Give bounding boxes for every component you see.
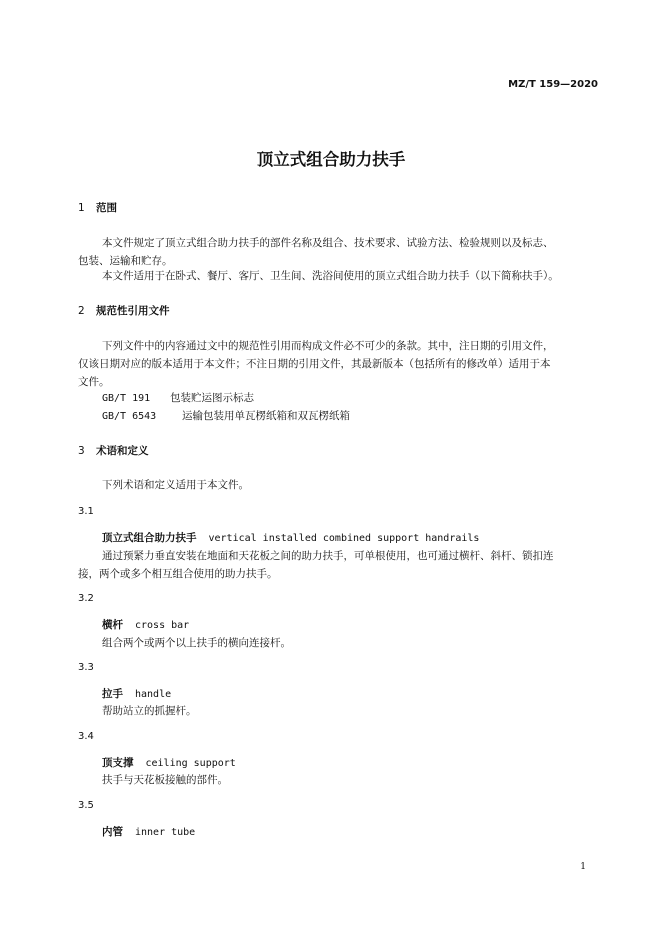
document-title: 顶立式组合助力扶手: [256, 150, 406, 169]
normative-line2: 仅该日期对应的版本适用于本文件；不注日期的引用文件，其最新版本（包括所有的修改单）适用于本: [78, 358, 551, 370]
term-english: handle: [135, 689, 172, 700]
term-english: inner tube: [135, 827, 196, 838]
definition-line1: 通过预紧力垂直安装在地面和天花板之间的助力扶手，可单根使用，也可通过横杆、斜杆、锁扣连: [102, 550, 554, 562]
section-1-title: 范围: [96, 202, 117, 214]
section-3-heading: [78, 443, 149, 458]
term-definition: [78, 547, 606, 583]
scope-paragraph-1: [78, 234, 606, 270]
section-2-title: 规范性引用文件: [96, 305, 170, 317]
page-number: 1: [580, 862, 586, 872]
section-1-number: 1: [78, 202, 85, 214]
scope-paragraph-2: 本文件适用于在卧式、餐厅、客厅、卫生间、洗浴间使用的顶立式组合助力扶手（以下简称扶手）。: [102, 270, 559, 282]
reference-item: [102, 408, 350, 423]
term-entry: [102, 686, 171, 701]
term-chinese: 顶立式组合助力扶手: [102, 532, 197, 544]
term-definition: 组合两个或两个以上扶手的横向连接杆。: [102, 637, 291, 649]
definition-line2: 接，两个或多个相互组合使用的助力扶手。: [78, 568, 278, 580]
term-chinese: 顶支撑: [102, 757, 134, 769]
section-3-title: 术语和定义: [96, 445, 149, 457]
term-entry: [102, 824, 195, 839]
term-entry: [102, 617, 189, 632]
normative-line1: 下列文件中的内容通过文中的规范性引用而构成文件必不可少的条款。其中，注日期的引用文件，: [102, 340, 554, 352]
clause-number: 3.1: [78, 506, 94, 517]
reference-code: GB/T 191: [102, 393, 151, 404]
reference-name: 包装贮运图示标志: [170, 392, 254, 404]
reference-item: [102, 390, 254, 405]
scope-p1-line1: 本文件规定了顶立式组合助力扶手的部件名称及组合、技术要求、试验方法、检验规则以及标志、: [102, 237, 554, 249]
term-chinese: 拉手: [102, 688, 123, 700]
clause-number: 3.3: [78, 662, 94, 673]
section-2-heading: [78, 303, 170, 318]
normative-paragraph: [78, 337, 606, 391]
term-english: vertical installed combined support handrails: [208, 533, 480, 544]
term-definition: 扶手与天花板接触的部件。: [102, 774, 228, 786]
section-1-heading: [78, 200, 117, 215]
reference-code: GB/T 6543: [102, 411, 157, 422]
term-chinese: 内管: [102, 826, 123, 838]
section-2-number: 2: [78, 305, 85, 317]
term-entry: [102, 755, 236, 770]
normative-line3: 文件。: [78, 376, 110, 388]
terms-intro: 下列术语和定义适用于本文件。: [102, 479, 249, 491]
term-entry: [102, 530, 479, 545]
term-chinese: 横杆: [102, 619, 123, 631]
term-definition: 帮助站立的抓握杆。: [102, 705, 197, 717]
term-english: ceiling support: [145, 758, 236, 769]
clause-number: 3.2: [78, 593, 94, 604]
standard-number: MZ/T 159—2020: [508, 79, 598, 90]
scope-p1-line2: 包装、运输和贮存。: [78, 255, 173, 267]
reference-name: 运输包装用单瓦楞纸箱和双瓦楞纸箱: [182, 410, 350, 422]
section-3-number: 3: [78, 445, 85, 457]
term-english: cross bar: [135, 620, 190, 631]
clause-number: 3.5: [78, 800, 94, 811]
clause-number: 3.4: [78, 731, 94, 742]
